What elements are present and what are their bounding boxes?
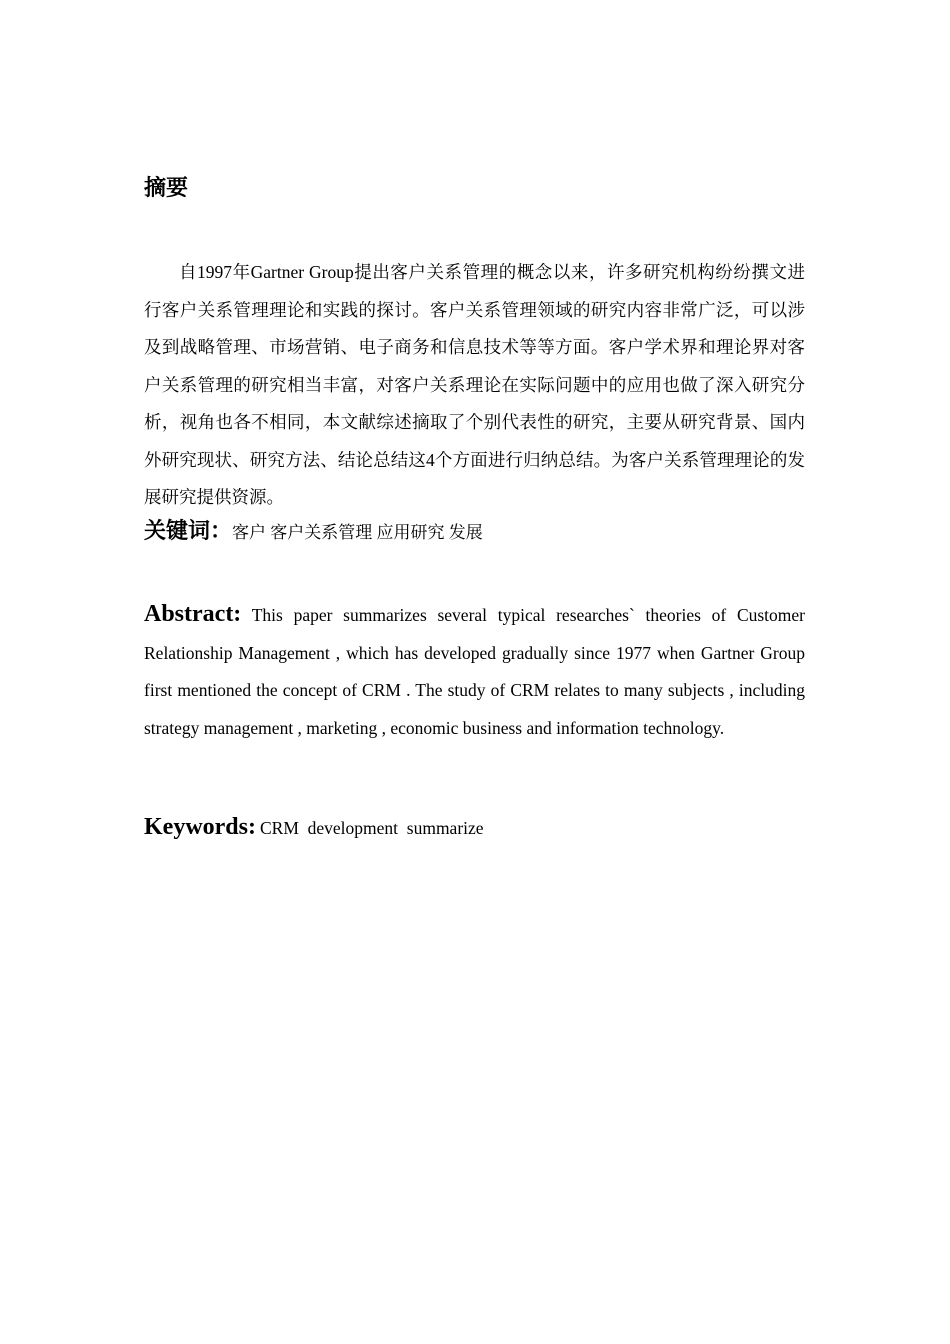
english-keywords-label: Keywords:	[144, 814, 256, 840]
chinese-abstract-body: 自1997年Gartner Group提出客户关系管理的概念以来，许多研究机构纷纷撰文进行客户关系管理理论和实践的探讨。客户关系管理领域的研究内容非常广泛，可以涉及到战略管理、市场营销、电子商务和信息技术等等方面。客户学术界和理论界对客户关系管理的研究相当丰富，对客户关系理论在实际问题中的应用也做了深入研究分析，视角也各不相同，本文献综述摘取了个别代表性的研究，主要从研究背景、国内外研究现状、研究方法、结论总结这4个方面进行归纳总结。为客户关系管理理论的发展研究提供资源。	[144, 262, 805, 507]
english-abstract-body: This paper summarizes several typical researches` theories of Customer Relationship Management , which has developed gradually since 1977 when Gartner Group first mentioned the concept of CRM . The study of CRM relates to many subjects , including strategy management , marketing , economic business and information technology.	[144, 605, 806, 738]
english-abstract-label: Abstract:	[144, 601, 242, 627]
chinese-keywords	[144, 514, 805, 552]
english-keywords-values: CRM development summarize	[259, 818, 484, 838]
chinese-keywords-label: 关键词：	[144, 519, 233, 544]
chinese-keywords-values: 客户 客户关系管理 应用研究 发展	[232, 523, 483, 542]
english-abstract	[144, 596, 805, 747]
chinese-abstract-title: 摘要	[144, 176, 189, 201]
english-keywords	[144, 808, 805, 849]
